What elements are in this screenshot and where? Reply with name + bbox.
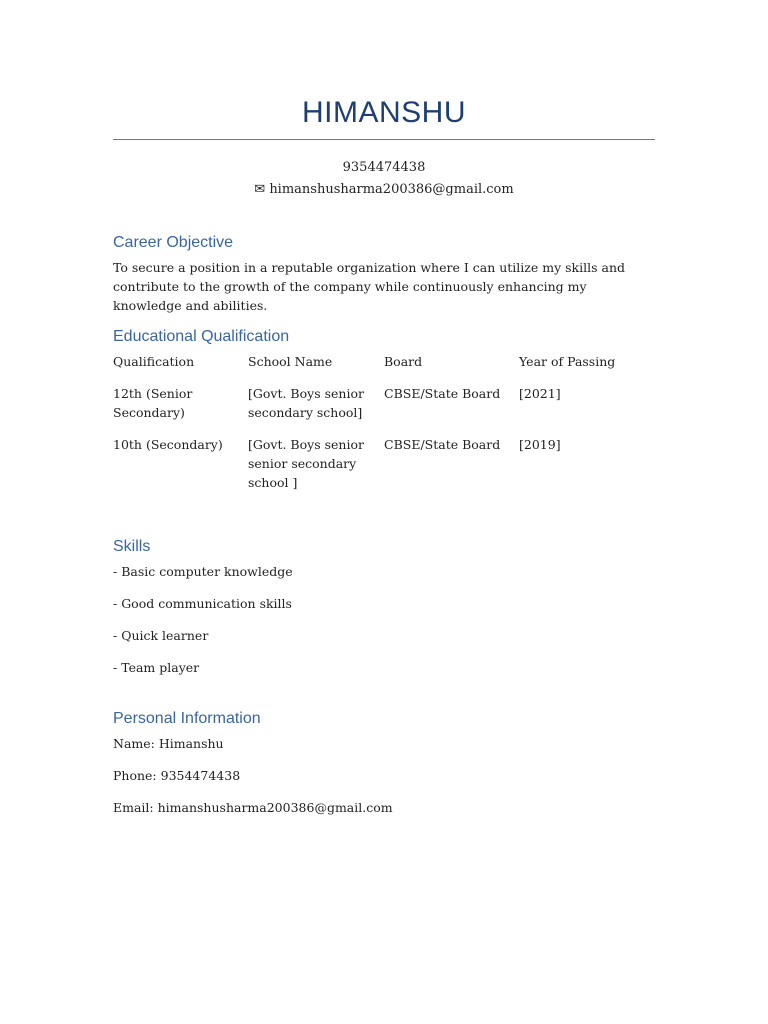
- contact-phone: 9354474438: [342, 160, 426, 175]
- table-cell-board: CBSE/State Board: [384, 437, 501, 452]
- skill-item: - Good communication skills: [113, 596, 292, 611]
- envelope-icon: ✉: [254, 182, 266, 197]
- personal-phone: Phone: 9354474438: [113, 768, 241, 783]
- skill-item: - Quick learner: [113, 628, 209, 643]
- column-header-qualification: Qualification: [113, 354, 195, 369]
- career-objective-text: To secure a position in a reputable organization where I can utilize my skills and contribute to the growth of the company while continuously enhancing my knowledge and abilities.: [113, 260, 626, 313]
- contact-email: himanshusharma200386@gmail.com: [269, 182, 514, 197]
- personal-name: Name: Himanshu: [113, 736, 224, 751]
- table-cell-year: [2019]: [519, 437, 561, 452]
- table-cell-school: [Govt. Boys senior senior secondary school ]: [248, 437, 364, 490]
- table-cell-qualification: 12th (Senior Secondary): [113, 386, 193, 420]
- skill-item: - Basic computer knowledge: [113, 564, 293, 579]
- personal-info-heading: Personal Information: [113, 710, 261, 727]
- column-header-year: Year of Passing: [519, 354, 616, 369]
- table-cell-school: [Govt. Boys senior secondary school]: [248, 386, 364, 420]
- contact-email-line: [0, 182, 768, 197]
- table-cell-qualification: 10th (Secondary): [113, 437, 223, 452]
- personal-email: Email: himanshusharma200386@gmail.com: [113, 800, 393, 815]
- table-cell-board: CBSE/State Board: [384, 386, 501, 401]
- career-objective-heading: Career Objective: [113, 234, 234, 251]
- header-divider: [113, 139, 655, 140]
- skills-heading: Skills: [113, 538, 151, 555]
- skill-item: - Team player: [113, 660, 200, 675]
- column-header-board: Board: [384, 354, 423, 369]
- candidate-name: HIMANSHU: [301, 96, 466, 129]
- column-header-school-name: School Name: [248, 354, 333, 369]
- education-heading: Educational Qualification: [113, 328, 290, 345]
- table-cell-year: [2021]: [519, 386, 561, 401]
